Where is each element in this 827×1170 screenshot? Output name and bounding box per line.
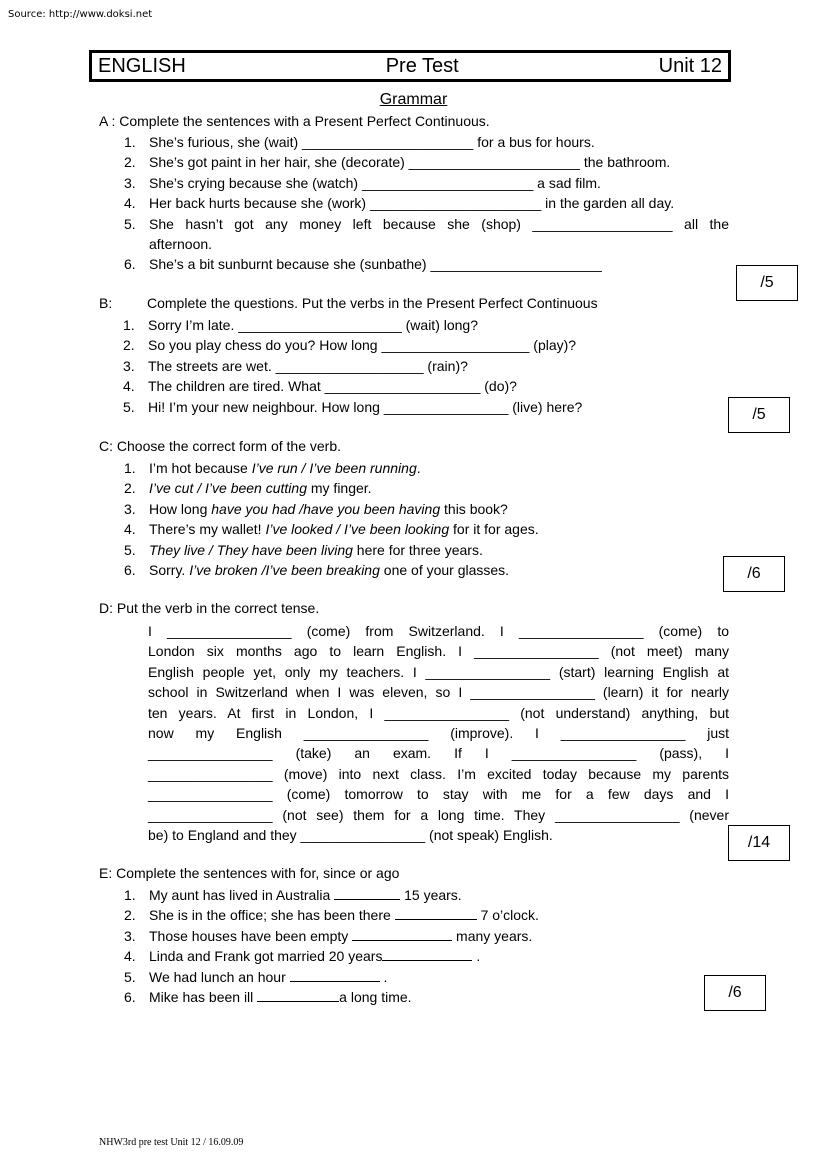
answer-blank[interactable]	[352, 927, 452, 941]
paragraph-line: ________________ (move) into next class. I’m excited today because my parents	[148, 765, 729, 782]
list-item: 6. Mike has been ill a long time.	[124, 989, 412, 1006]
answer-blank[interactable]	[290, 968, 380, 982]
paragraph-line: now my English ________________ (improve). I ________________ just	[148, 725, 729, 742]
list-item: 4. There’s my wallet! I’ve looked / I’ve been looking for it for ages.	[124, 521, 539, 538]
section-a-title: A : Complete the sentences with a Present Perfect Continuous.	[99, 113, 490, 129]
paragraph-line: ________________ (take) an exam. If I ________________ (pass), I	[148, 745, 729, 762]
section-c-list	[124, 458, 729, 580]
paragraph-line: ten years. At first in London, I ________________ (not understand) anything, but	[148, 704, 729, 721]
list-item: 2. I’ve cut / I’ve been cutting my finger.	[124, 480, 372, 497]
list-item: 1. She’s furious, she (wait) ______________________ for a bus for hours.	[124, 134, 595, 150]
list-item: 4. Her back hurts because she (work) ______________________ in the garden all day.	[124, 195, 675, 212]
list-item: 6. She’s a bit sunburnt because she (sunbathe) ______________________	[124, 256, 602, 273]
list-item: 5. She hasn’t got any money left because she (shop) __________________ all the	[124, 215, 729, 232]
list-item: 3. How long have you had /have you been having this book?	[124, 500, 508, 517]
section-e-list	[124, 885, 729, 1007]
section-d-title: D: Put the verb in the correct tense.	[99, 600, 320, 616]
list-item: 3. The streets are wet. ___________________ (rain)?	[123, 357, 468, 374]
list-item: 4. The children are tired. What ____________________ (do)?	[123, 378, 517, 395]
source-url: Source: http://www.doksi.net	[8, 9, 153, 20]
section-e-title: E: Complete the sentences with for, since or ago	[99, 865, 400, 881]
section-a-list	[124, 132, 729, 275]
page-title: Grammar	[379, 91, 448, 108]
list-item: 1. I’m hot because I’ve run / I’ve been running.	[124, 460, 421, 476]
score-box-e: /6	[704, 975, 766, 1011]
header-box	[89, 50, 731, 82]
list-item: 3. She’s crying because she (watch) ______________________ a sad film.	[124, 174, 601, 191]
list-item: 6. Sorry. I’ve broken /I’ve been breaking one of your glasses.	[124, 562, 510, 579]
paragraph-line: English people yet, only my teachers. I ________________ (start) learning English at	[148, 663, 729, 680]
list-item: 2. She is in the office; she has been there 7 o’clock.	[124, 907, 539, 924]
paragraph-line: I ________________ (come) from Switzerland. I ________________ (come) to	[148, 623, 729, 639]
header-subject: ENGLISH	[98, 54, 186, 77]
list-item: 4. Linda and Frank got married 20 years .	[124, 948, 481, 965]
list-item: 5. We had lunch an hour .	[124, 968, 388, 985]
paragraph-line: school in Switzerland when I was eleven, so I ________________ (learn) it for nearly	[148, 684, 729, 701]
paragraph-line: London six months ago to learn English. I ________________ (not meet) many	[148, 643, 729, 660]
list-item-continued: afternoon.	[149, 236, 213, 253]
section-c-title: C: Choose the correct form of the verb.	[99, 438, 341, 454]
answer-blank[interactable]	[257, 988, 339, 1002]
answer-blank[interactable]	[382, 947, 472, 961]
paragraph-line: ________________ (not see) them for a long time. They ________________ (never	[148, 806, 729, 823]
score-box-c: /6	[723, 556, 785, 592]
list-item: 5. They live / They have been living here for three years.	[124, 541, 483, 558]
section-b-list	[123, 315, 729, 417]
section-b-title: Complete the questions. Put the verbs in the Present Perfect Continuous	[147, 295, 598, 311]
answer-blank[interactable]	[334, 886, 400, 900]
list-item: 1. Sorry I’m late. _____________________ (wait) long?	[123, 317, 479, 333]
section-d-paragraph	[148, 621, 729, 845]
section-b-label: B:	[99, 295, 113, 311]
list-item: 2. She’s got paint in her hair, she (decorate) ______________________ the bathroom.	[124, 154, 671, 171]
header-test: Pre Test	[385, 54, 459, 77]
list-item: 5. Hi! I’m your new neighbour. How long ________________ (live) here?	[123, 398, 583, 415]
score-box-a: /5	[736, 265, 798, 301]
list-item: 1. My aunt has lived in Australia 15 years.	[124, 887, 462, 903]
answer-blank[interactable]	[395, 906, 477, 920]
list-item: 2. So you play chess do you? How long ___________________ (play)?	[123, 337, 577, 354]
list-item: 3. Those houses have been empty many years.	[124, 927, 533, 944]
header-unit: Unit 12	[658, 54, 722, 77]
footer-note: NHW3rd pre test Unit 12 / 16.09.09	[99, 1137, 244, 1148]
paragraph-line: be) to England and they ________________ (not speak) English.	[148, 827, 553, 844]
score-box-d: /14	[728, 825, 790, 861]
score-box-b: /5	[728, 397, 790, 433]
paragraph-line: ________________ (come) tomorrow to stay with me for a few days and I	[148, 786, 729, 803]
